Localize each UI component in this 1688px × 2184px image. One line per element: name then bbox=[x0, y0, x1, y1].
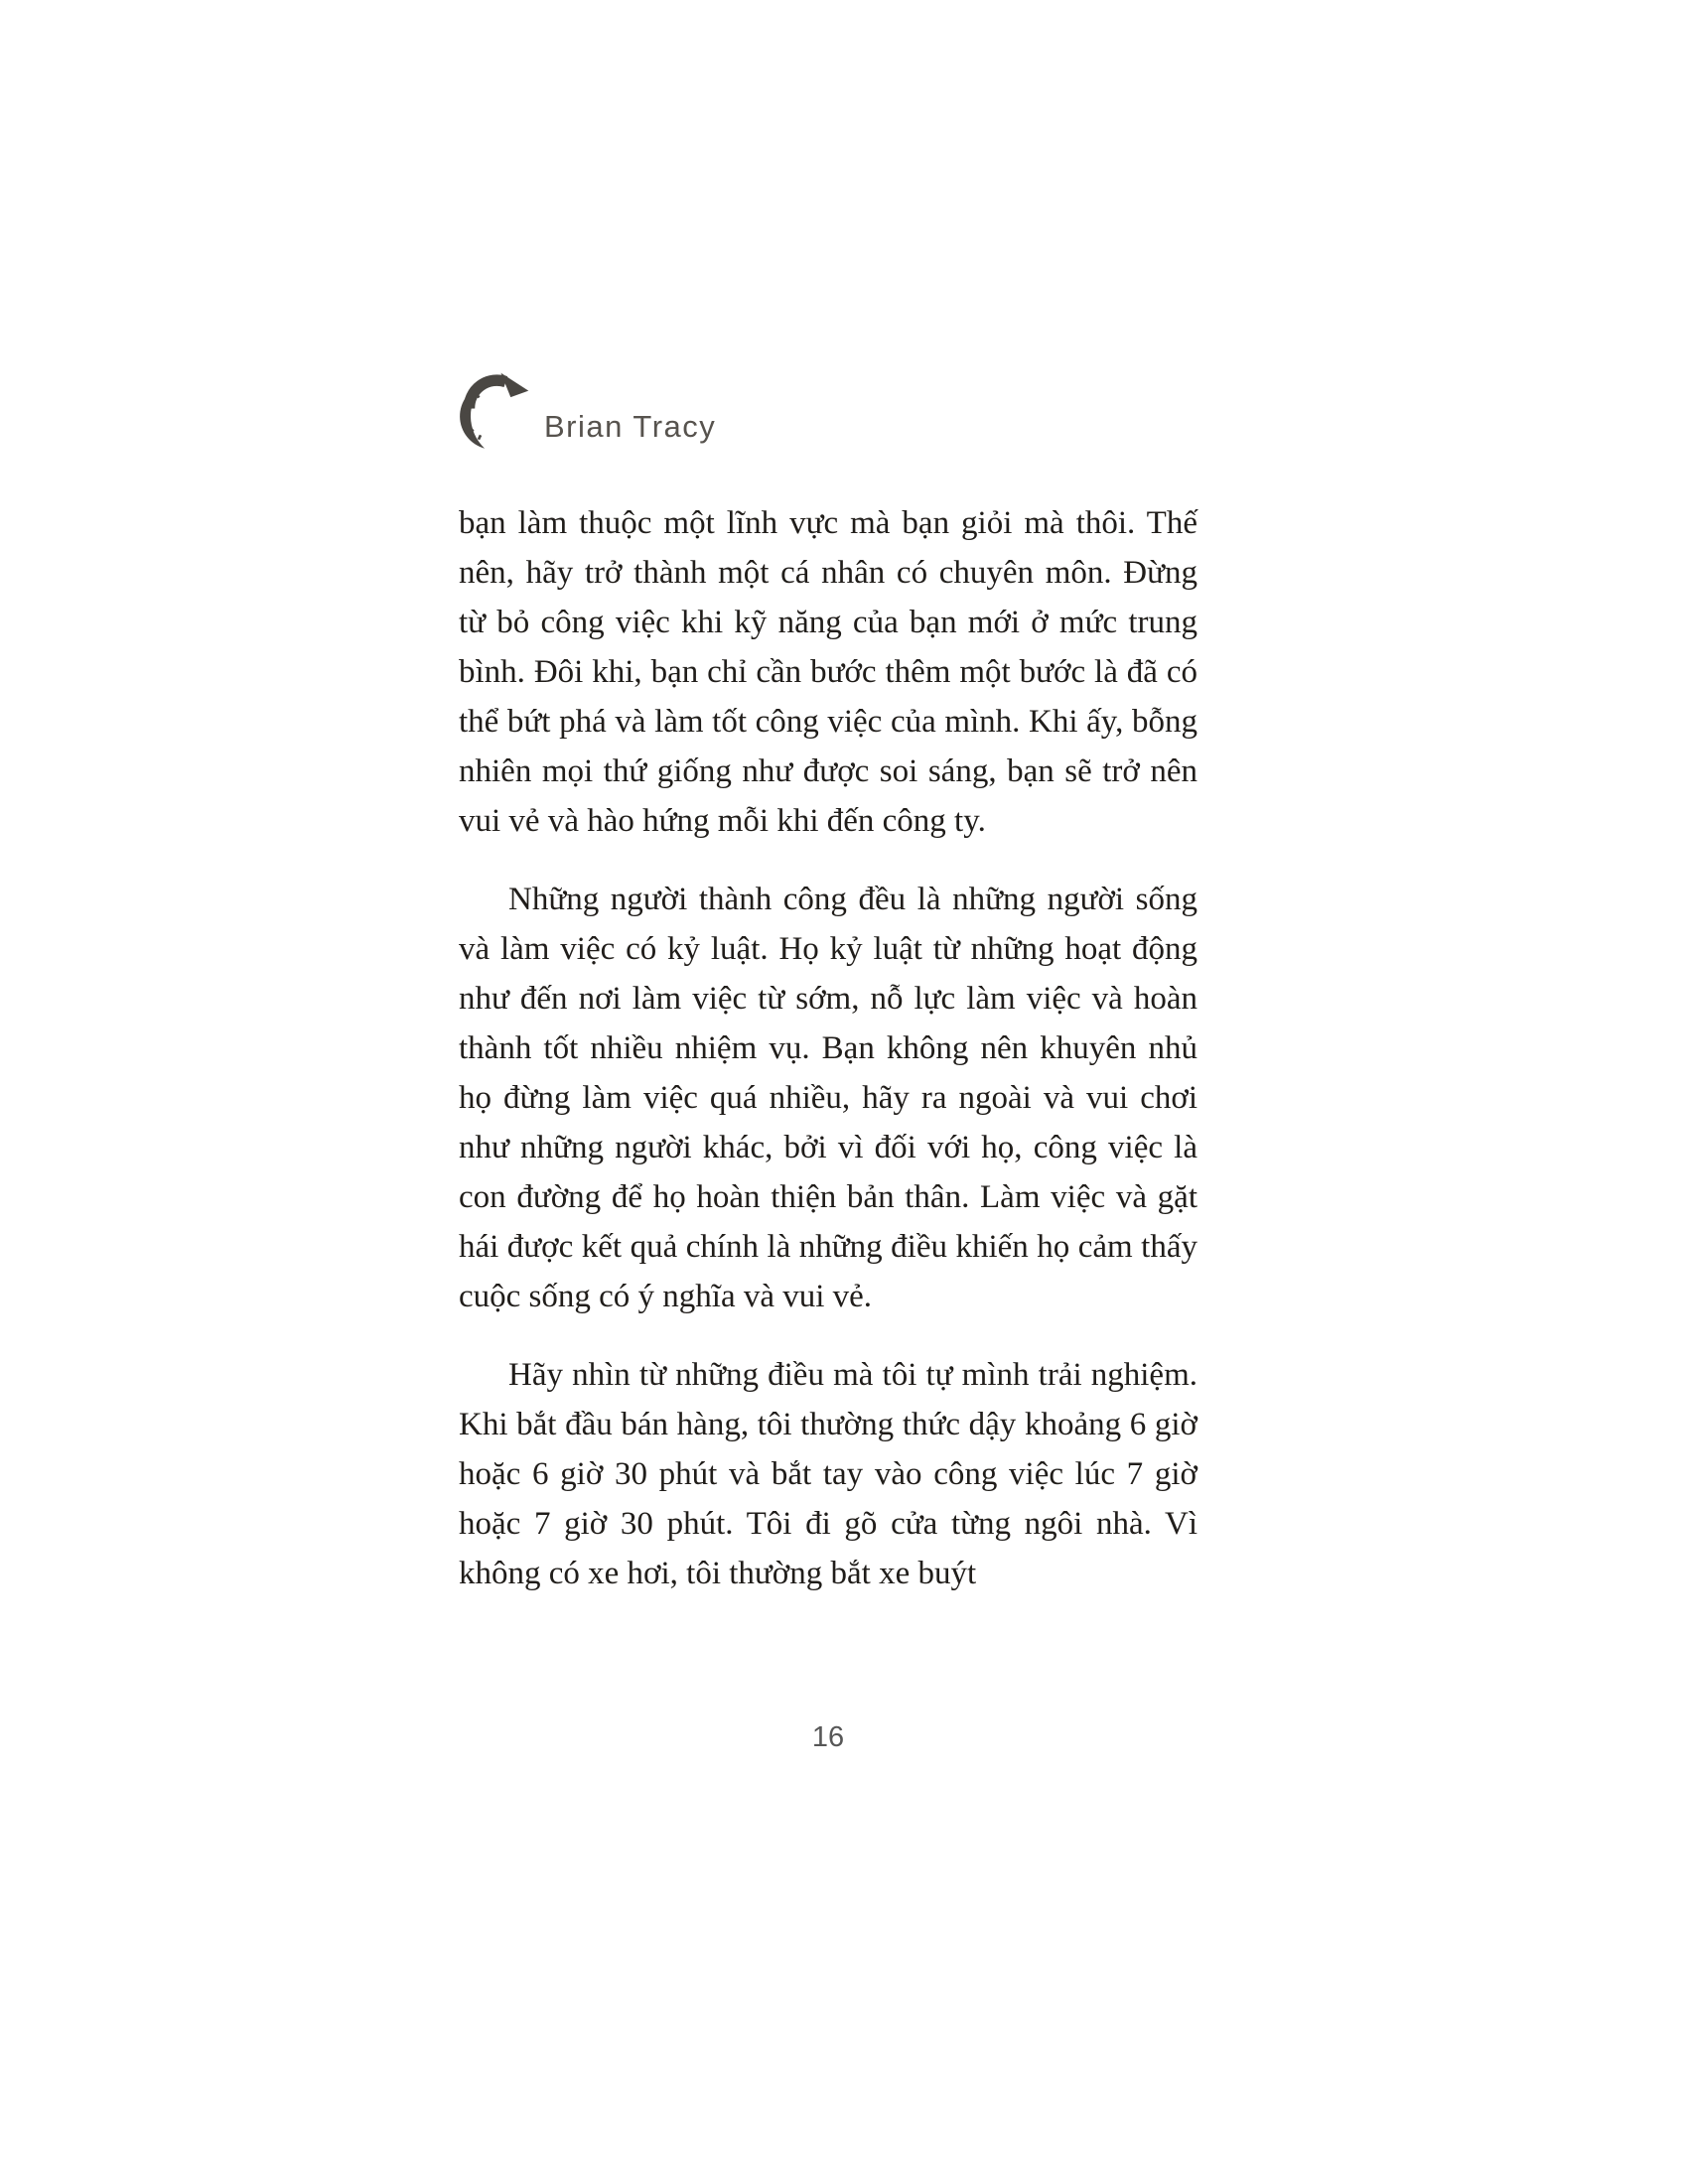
paragraph: bạn làm thuộc một lĩnh vực mà bạn giỏi mà thôi. Thế nên, hãy trở thành một cá nhân có chuyên môn. Đừng từ bỏ công việc khi kỹ năng của bạn mới ở mức trung bình. Đôi khi, bạn chỉ cần bước thêm một bước là đã có thể bứt phá và làm tốt công việc của mình. Khi ấy, bỗng nhiên mọi thứ giống như được soi sáng, bạn sẽ trở nên vui vẻ và hào hứng mỗi khi đến công ty. bbox=[459, 505, 1197, 839]
page-number: 16 bbox=[811, 1721, 845, 1753]
paragraph: Hãy nhìn từ những điều mà tôi tự mình trải nghiệm. Khi bắt đầu bán hàng, tôi thường thức dậy khoảng 6 giờ hoặc 6 giờ 30 phút và bắt tay vào công việc lúc 7 giờ hoặc 7 giờ 30 phút. Tôi đi gõ cửa từng ngôi nhà. Vì không có xe hơi, tôi thường bắt xe buýt bbox=[459, 1357, 1197, 1591]
clock-arrow-icon bbox=[447, 371, 532, 461]
brand-name: Brian Tracy bbox=[544, 409, 717, 444]
brand-logo bbox=[447, 371, 716, 461]
body-text bbox=[459, 498, 1197, 1598]
paragraph: Những người thành công đều là những người sống và làm việc có kỷ luật. Họ kỷ luật từ những hoạt động như đến nơi làm việc từ sớm, nỗ lực làm việc và hoàn thành tốt nhiều nhiệm vụ. Bạn không nên khuyên nhủ họ đừng làm việc quá nhiều, hãy ra ngoài và vui chơi như những người khác, bởi vì đối với họ, công việc là con đường để họ hoàn thiện bản thân. Làm việc và gặt hái được kết quả chính là những điều khiến họ cảm thấy cuộc sống có ý nghĩa và vui vẻ. bbox=[459, 882, 1197, 1314]
